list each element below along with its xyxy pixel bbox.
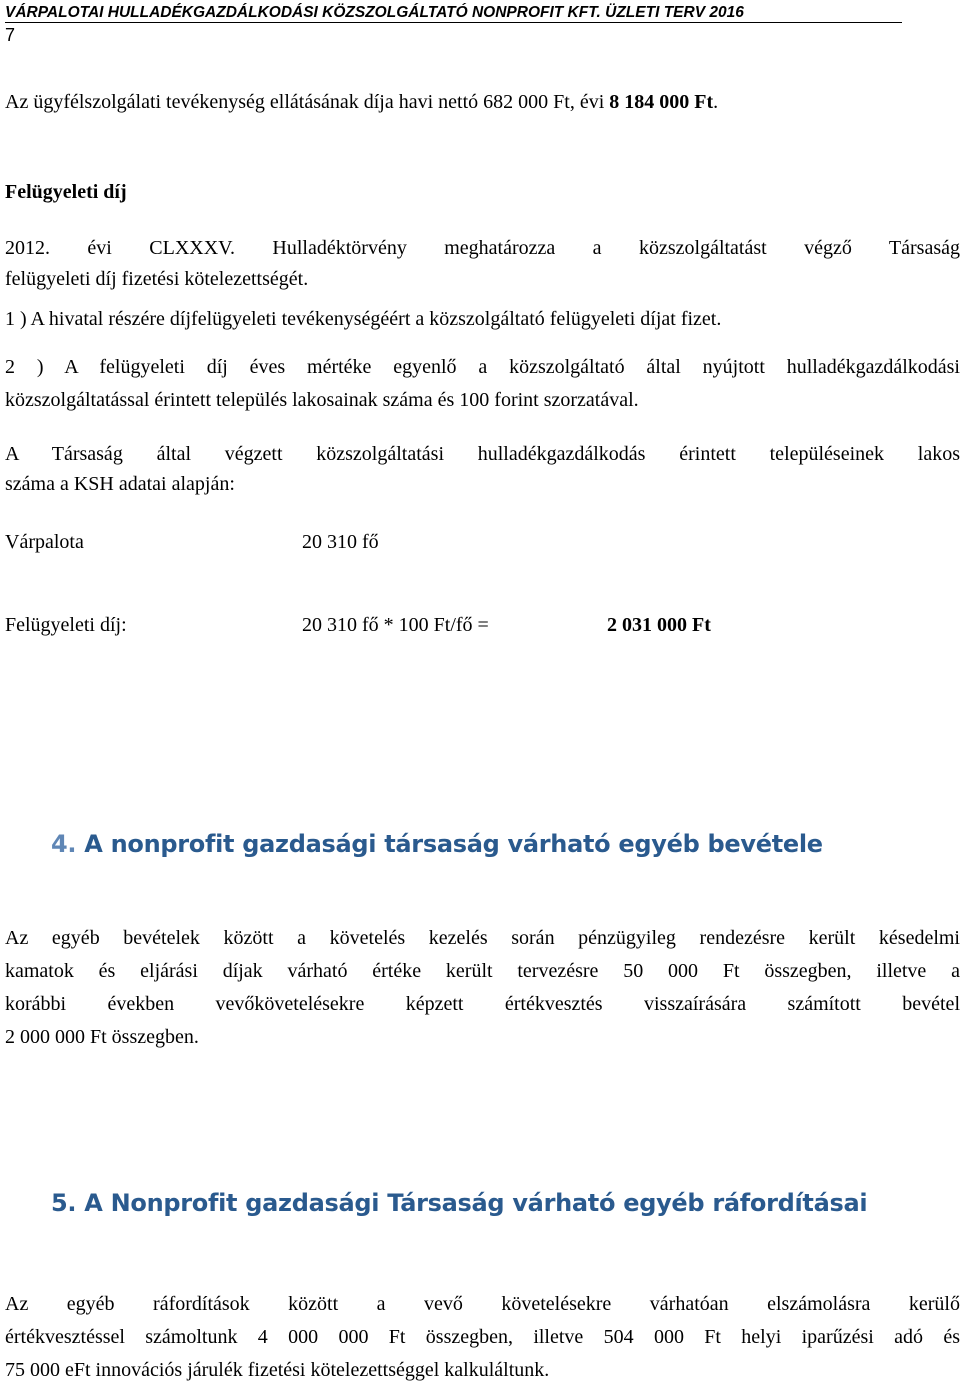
section-4-line-4: 2 000 000 Ft összegben. [5, 1026, 199, 1048]
supervision-item-2-line-1: 2 ) A felügyeleti díj éves mértéke egyenlő a közszolgáltató által nyújtott hulladékgazdálkodási [5, 356, 960, 378]
town-label: Várpalota [5, 531, 84, 553]
fee-calc-label: Felügyeleti díj: [5, 614, 127, 636]
service-fee-amount: 8 184 000 Ft [609, 91, 714, 113]
section-5-number: 5. [51, 1189, 77, 1217]
section-5-heading [51, 1187, 867, 1219]
section-4-line-2: kamatok és eljárási díjak várható értéke került tervezésre 50 000 Ft összegben, illetve a [5, 960, 960, 982]
section-4-number: 4. [51, 830, 77, 858]
supervision-item-1: 1 ) A hivatal részére díjfelügyeleti tevékenységéért a közszolgáltató felügyeleti díjat fizet. [5, 308, 722, 330]
section-4-line-1: Az egyéb bevételek között a követelés kezelés során pénzügyileg rendezésre került késedelmi [5, 927, 960, 949]
population-line-2: száma a KSH adatai alapján: [5, 473, 235, 495]
supervision-heading: Felügyeleti díj [5, 181, 127, 203]
page-number: 7 [5, 25, 16, 45]
service-fee-end: . [713, 91, 719, 113]
section-4-heading [51, 828, 823, 860]
law-line-1: 2012. évi CLXXXV. Hulladéktörvény meghatározza a közszolgáltatást végző Társaság [5, 237, 960, 259]
service-fee-paragraph [5, 87, 960, 117]
section-4-title: A nonprofit gazdasági társaság várható egyéb bevétele [84, 830, 823, 858]
section-5-line-2: értékvesztéssel számoltunk 4 000 000 Ft összegben, illetve 504 000 Ft helyi iparűzési adó és [5, 1326, 960, 1348]
fee-calc-formula: 20 310 fő * 100 Ft/fő = [302, 614, 489, 636]
town-population: 20 310 fő [302, 531, 379, 553]
fee-calc-result: 2 031 000 Ft [607, 614, 711, 636]
supervision-item-2-line-2: közszolgáltatással érintett település lakosainak száma és 100 forint szorzatával. [5, 389, 639, 411]
section-4-line-3: korábbi években vevőkövetelésekre képzett értékvesztés visszaírására számított bevétel [5, 993, 960, 1015]
service-fee-text: Az ügyfélszolgálati tevékenység ellátásának díja havi nettó 682 000 Ft, évi [5, 91, 610, 113]
section-5-title: A Nonprofit gazdasági Társaság várható egyéb ráfordításai [84, 1189, 868, 1217]
section-5-line-3: 75 000 eFt innovációs járulék fizetési kötelezettséggel kalkuláltunk. [5, 1359, 550, 1381]
population-line-1: A Társaság által végzett közszolgáltatási hulladékgazdálkodás érintett településeinek lakos [5, 443, 960, 465]
law-line-2: felügyeleti díj fizetési kötelezettségét. [5, 268, 309, 290]
section-5-line-1: Az egyéb ráfordítások között a vevő követelésekre várhatóan elszámolásra kerülő [5, 1293, 960, 1315]
document-header: VÁRPALOTAI HULLADÉKGAZDÁLKODÁSI KÖZSZOLGÁLTATÓ NONPROFIT KFT. ÜZLETI TERV 2016 [5, 4, 902, 23]
